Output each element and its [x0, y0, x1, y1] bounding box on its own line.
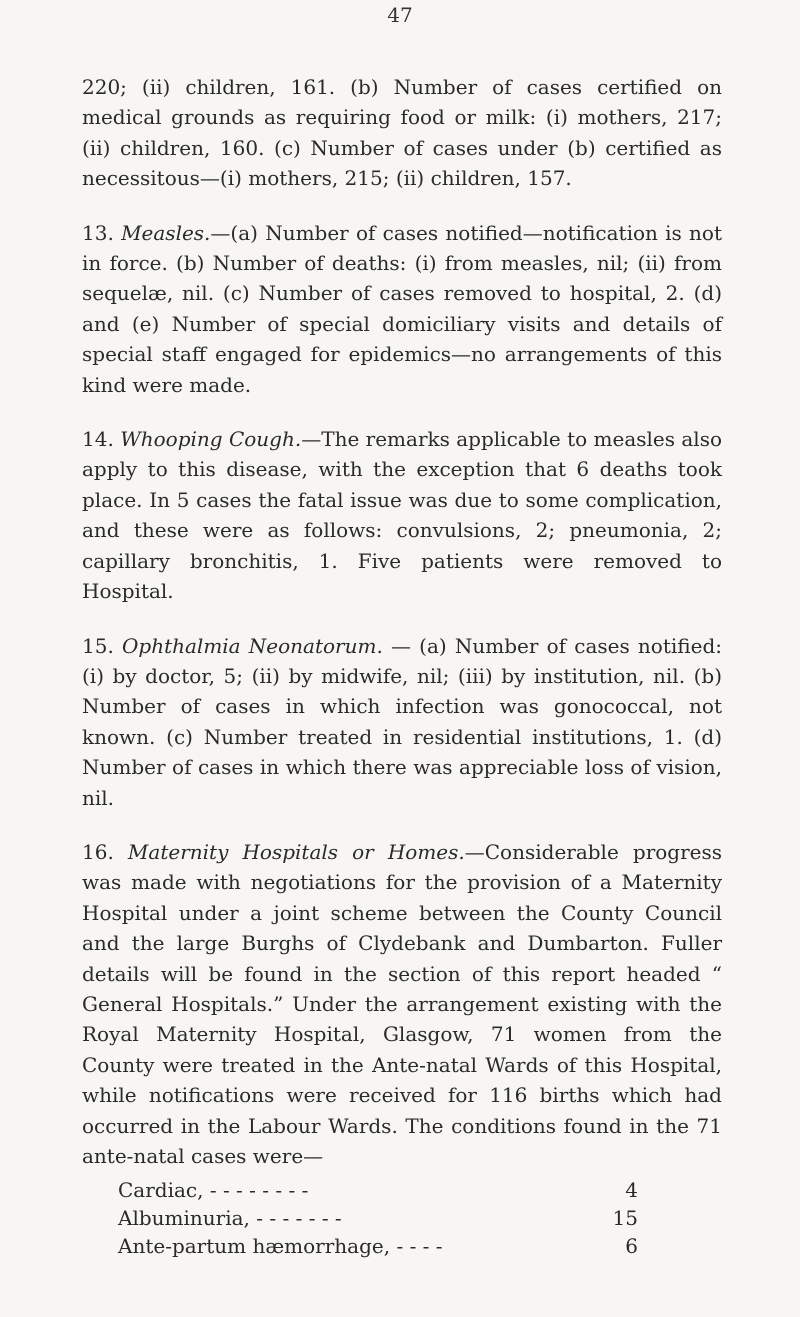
section-number: 15. — [82, 633, 114, 658]
table-row — [118, 1204, 638, 1232]
section-title: Ophthalmia Neonatorum. — [122, 633, 383, 658]
condition-count: 4 — [625, 1178, 638, 1202]
section-15-ophthalmia — [82, 631, 722, 813]
condition-label: Albuminuria, - - - - - - - — [118, 1206, 342, 1230]
section-text: —(a) Number of cases notified—notification is not in force. (b) Number of deaths: (i) from measles, nil; (ii) from sequelæ, nil. (c) Number of cases removed to hospital, 2. (d) and (e) Number of special domiciliary visits and details of special staff engaged for epidemics—no arrangements of this kind were made. — [82, 220, 723, 397]
section-text: —The remarks applicable to measles also apply to this disease, with the exception that 6 deaths took place. In 5 cases the fatal issue was due to some complication, and these were as follows: convulsions, 2; pneumonia, 2; capillary bronchitis, 1. Five patients were removed to Hospital. — [82, 427, 723, 604]
section-text: — (a) Number of cases notified: (i) by doctor, 5; (ii) by midwife, nil; (iii) by institution, nil. (b) Number of cases in which infection was gonococcal, not known. (c) Number treated in residential institutions, 1. (d) Number of cases in which there was appreciable loss of vision, nil. — [82, 633, 722, 810]
paragraph-continuation: 220; (ii) children, 161. (b) Number of cases certified on medical grounds as requiring food or milk: (i) mothers, 217; (ii) children, 160. (c) Number of cases under (b) certified as necessitous—(i) mothers, 215; (ii) children, 157. — [82, 75, 722, 191]
section-title: Measles. — [121, 220, 211, 245]
page-number: 47 — [387, 3, 413, 27]
section-title: Maternity Hospitals or Homes. — [127, 839, 465, 864]
section-13-measles — [82, 218, 722, 400]
table-row — [118, 1232, 638, 1260]
condition-count: 15 — [612, 1206, 638, 1230]
condition-label: Ante-partum hæmorrhage, - - - - — [118, 1234, 443, 1258]
condition-count: 6 — [625, 1234, 638, 1258]
condition-label: Cardiac, - - - - - - - - — [118, 1178, 309, 1202]
section-title: Whooping Cough. — [120, 427, 302, 452]
section-number: 13. — [82, 220, 114, 245]
section-number: 16. — [82, 839, 114, 864]
section-text: —Considerable progress was made with negotiations for the provision of a Maternity Hospital under a joint scheme between the County Council and the large Burghs of Clydebank and Dumbarton. Fuller details will be found in the section of this report headed “ General Hospitals.” Under the arrangement existing with the Royal Maternity Hospital, Glasgow, 71 women from the County were treated in the Ante-natal Wards of this Hospital, while notifications were received for 116 births which had occurred in the Labour Wards. The conditions found in the 71 ante-natal cases were— — [82, 839, 723, 1168]
section-16-maternity — [82, 837, 722, 1171]
conditions-table — [118, 1176, 638, 1260]
body-text — [82, 72, 722, 1195]
table-row — [118, 1176, 638, 1204]
section-14-whooping-cough — [82, 424, 722, 606]
section-number: 14. — [82, 427, 114, 452]
